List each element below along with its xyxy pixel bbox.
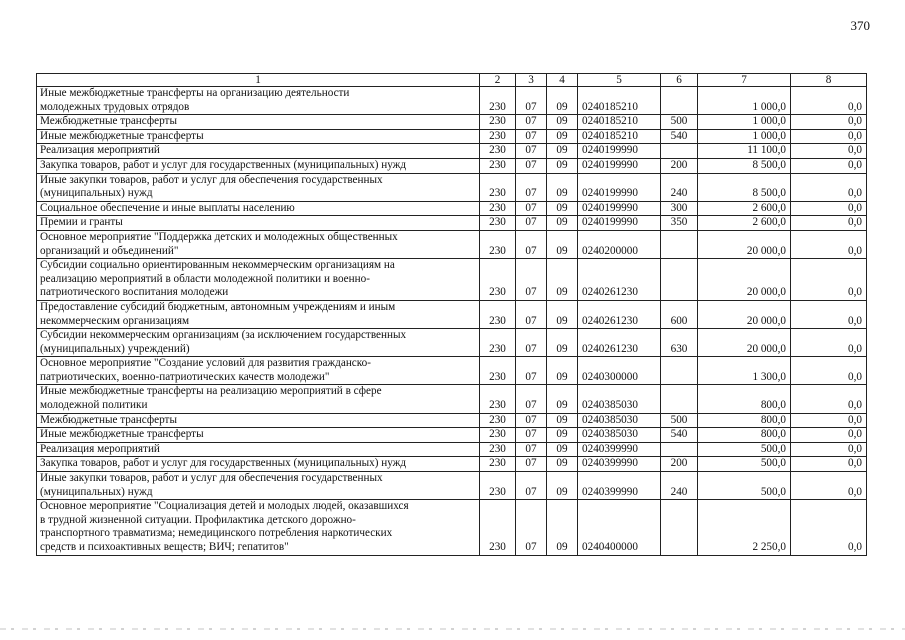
row-name-cell: Межбюджетные трансферты [37, 413, 480, 428]
expense-type-cell [661, 357, 698, 385]
amount-second-cell: 0,0 [791, 300, 867, 328]
column-header: 5 [578, 74, 661, 87]
budget-table [36, 73, 867, 556]
ministry-code-cell: 230 [480, 87, 516, 115]
row-name-cell: Закупка товаров, работ и услуг для государственных (муниципальных) нужд [37, 457, 480, 472]
subsection-code-cell: 09 [547, 329, 578, 357]
amount-cell: 2 250,0 [698, 500, 791, 555]
table-row [37, 428, 867, 443]
subsection-code-cell: 09 [547, 428, 578, 443]
ministry-code-cell: 230 [480, 329, 516, 357]
target-article-cell: 0240199990 [578, 158, 661, 173]
expense-type-cell [661, 87, 698, 115]
target-article-cell: 0240199990 [578, 201, 661, 216]
column-header: 1 [37, 74, 480, 87]
amount-second-cell: 0,0 [791, 428, 867, 443]
subsection-code-cell: 09 [547, 129, 578, 144]
amount-cell: 1 000,0 [698, 115, 791, 130]
section-code-cell: 07 [516, 129, 547, 144]
amount-second-cell: 0,0 [791, 87, 867, 115]
amount-second-cell: 0,0 [791, 115, 867, 130]
row-name-cell: Реализация мероприятий [37, 144, 480, 159]
section-code-cell: 07 [516, 413, 547, 428]
page-number: 370 [850, 18, 870, 33]
table-row [37, 259, 867, 301]
target-article-cell: 0240185210 [578, 129, 661, 144]
target-article-cell: 0240300000 [578, 357, 661, 385]
target-article-cell: 0240385030 [578, 385, 661, 413]
amount-second-cell: 0,0 [791, 457, 867, 472]
section-code-cell: 07 [516, 230, 547, 258]
section-code-cell: 07 [516, 385, 547, 413]
subsection-code-cell: 09 [547, 357, 578, 385]
table-row [37, 357, 867, 385]
column-header: 3 [516, 74, 547, 87]
amount-cell: 8 500,0 [698, 158, 791, 173]
amount-second-cell: 0,0 [791, 442, 867, 457]
row-name-cell: Иные закупки товаров, работ и услуг для обеспечения государственных (муниципальных) нужд [37, 472, 480, 500]
target-article-cell: 0240385030 [578, 413, 661, 428]
section-code-cell: 07 [516, 115, 547, 130]
ministry-code-cell: 230 [480, 129, 516, 144]
expense-type-cell: 200 [661, 158, 698, 173]
subsection-code-cell: 09 [547, 144, 578, 159]
expense-type-cell [661, 385, 698, 413]
section-code-cell: 07 [516, 158, 547, 173]
table-row [37, 300, 867, 328]
ministry-code-cell: 230 [480, 500, 516, 555]
amount-cell: 800,0 [698, 428, 791, 443]
table-row [37, 385, 867, 413]
subsection-code-cell: 09 [547, 300, 578, 328]
section-code-cell: 07 [516, 144, 547, 159]
subsection-code-cell: 09 [547, 442, 578, 457]
section-code-cell: 07 [516, 500, 547, 555]
ministry-code-cell: 230 [480, 300, 516, 328]
expense-type-cell: 540 [661, 129, 698, 144]
table-row [37, 115, 867, 130]
target-article-cell: 0240385030 [578, 428, 661, 443]
amount-second-cell: 0,0 [791, 129, 867, 144]
table-row [37, 173, 867, 201]
row-name-cell: Субсидии социально ориентированным некоммерческим организациям на реализацию мероприятий в области молодежной политики и военно- патриотического воспитания молодежи [37, 259, 480, 301]
table-row [37, 500, 867, 555]
amount-second-cell: 0,0 [791, 385, 867, 413]
table-row [37, 158, 867, 173]
expense-type-cell: 540 [661, 428, 698, 443]
column-header: 7 [698, 74, 791, 87]
subsection-code-cell: 09 [547, 115, 578, 130]
amount-cell: 500,0 [698, 457, 791, 472]
section-code-cell: 07 [516, 87, 547, 115]
section-code-cell: 07 [516, 259, 547, 301]
ministry-code-cell: 230 [480, 385, 516, 413]
section-code-cell: 07 [516, 216, 547, 231]
scan-artifact-line [0, 628, 905, 630]
subsection-code-cell: 09 [547, 230, 578, 258]
table-row [37, 144, 867, 159]
subsection-code-cell: 09 [547, 413, 578, 428]
expense-type-cell: 200 [661, 457, 698, 472]
amount-second-cell: 0,0 [791, 144, 867, 159]
section-code-cell: 07 [516, 457, 547, 472]
table-body [37, 87, 867, 556]
subsection-code-cell: 09 [547, 259, 578, 301]
ministry-code-cell: 230 [480, 201, 516, 216]
row-name-cell: Иные межбюджетные трансферты [37, 428, 480, 443]
amount-second-cell: 0,0 [791, 500, 867, 555]
ministry-code-cell: 230 [480, 144, 516, 159]
ministry-code-cell: 230 [480, 357, 516, 385]
amount-cell: 2 600,0 [698, 201, 791, 216]
section-code-cell: 07 [516, 357, 547, 385]
table-row [37, 457, 867, 472]
subsection-code-cell: 09 [547, 457, 578, 472]
target-article-cell: 0240185210 [578, 115, 661, 130]
amount-second-cell: 0,0 [791, 357, 867, 385]
table-row [37, 413, 867, 428]
expense-type-cell: 240 [661, 173, 698, 201]
amount-cell: 20 000,0 [698, 300, 791, 328]
subsection-code-cell: 09 [547, 201, 578, 216]
amount-cell: 1 300,0 [698, 357, 791, 385]
subsection-code-cell: 09 [547, 216, 578, 231]
row-name-cell: Иные закупки товаров, работ и услуг для обеспечения государственных (муниципальных) нужд [37, 173, 480, 201]
ministry-code-cell: 230 [480, 428, 516, 443]
amount-cell: 1 000,0 [698, 129, 791, 144]
amount-second-cell: 0,0 [791, 158, 867, 173]
target-article-cell: 0240200000 [578, 230, 661, 258]
table-row [37, 201, 867, 216]
expense-type-cell [661, 144, 698, 159]
table-row [37, 129, 867, 144]
subsection-code-cell: 09 [547, 87, 578, 115]
ministry-code-cell: 230 [480, 472, 516, 500]
row-name-cell: Иные межбюджетные трансферты на организацию деятельности молодежных трудовых отрядов [37, 87, 480, 115]
amount-second-cell: 0,0 [791, 201, 867, 216]
amount-cell: 2 600,0 [698, 216, 791, 231]
row-name-cell: Премии и гранты [37, 216, 480, 231]
row-name-cell: Предоставление субсидий бюджетным, автономным учреждениям и иным некоммерческим организациям [37, 300, 480, 328]
expense-type-cell [661, 259, 698, 301]
ministry-code-cell: 230 [480, 115, 516, 130]
row-name-cell: Межбюджетные трансферты [37, 115, 480, 130]
amount-cell: 8 500,0 [698, 173, 791, 201]
amount-second-cell: 0,0 [791, 329, 867, 357]
column-header: 6 [661, 74, 698, 87]
ministry-code-cell: 230 [480, 259, 516, 301]
column-header: 2 [480, 74, 516, 87]
ministry-code-cell: 230 [480, 230, 516, 258]
subsection-code-cell: 09 [547, 173, 578, 201]
amount-cell: 500,0 [698, 442, 791, 457]
subsection-code-cell: 09 [547, 500, 578, 555]
expense-type-cell [661, 442, 698, 457]
amount-cell: 20 000,0 [698, 329, 791, 357]
column-header: 4 [547, 74, 578, 87]
expense-type-cell [661, 500, 698, 555]
amount-cell: 11 100,0 [698, 144, 791, 159]
section-code-cell: 07 [516, 472, 547, 500]
ministry-code-cell: 230 [480, 413, 516, 428]
table-header-row [37, 74, 867, 87]
expense-type-cell: 350 [661, 216, 698, 231]
section-code-cell: 07 [516, 442, 547, 457]
target-article-cell: 0240399990 [578, 457, 661, 472]
amount-cell: 800,0 [698, 385, 791, 413]
subsection-code-cell: 09 [547, 385, 578, 413]
target-article-cell: 0240399990 [578, 472, 661, 500]
target-article-cell: 0240185210 [578, 87, 661, 115]
ministry-code-cell: 230 [480, 158, 516, 173]
target-article-cell: 0240199990 [578, 144, 661, 159]
subsection-code-cell: 09 [547, 472, 578, 500]
target-article-cell: 0240261230 [578, 329, 661, 357]
expense-type-cell: 300 [661, 201, 698, 216]
row-name-cell: Закупка товаров, работ и услуг для государственных (муниципальных) нужд [37, 158, 480, 173]
row-name-cell: Субсидии некоммерческим организациям (за исключением государственных (муниципальных) учреждений) [37, 329, 480, 357]
ministry-code-cell: 230 [480, 457, 516, 472]
row-name-cell: Реализация мероприятий [37, 442, 480, 457]
table-row [37, 87, 867, 115]
column-header: 8 [791, 74, 867, 87]
table-row [37, 472, 867, 500]
target-article-cell: 0240199990 [578, 173, 661, 201]
expense-type-cell: 600 [661, 300, 698, 328]
ministry-code-cell: 230 [480, 173, 516, 201]
row-name-cell: Основное мероприятие "Социализация детей и молодых людей, оказавшихся в трудной жизненной ситуации. Профилактика детского дорожно- транспортного травматизма; немедицинского потребления наркотических средств и психоактивных веществ; ВИЧ; гепатитов" [37, 500, 480, 555]
section-code-cell: 07 [516, 201, 547, 216]
amount-second-cell: 0,0 [791, 216, 867, 231]
table-row [37, 216, 867, 231]
ministry-code-cell: 230 [480, 216, 516, 231]
target-article-cell: 0240199990 [578, 216, 661, 231]
row-name-cell: Основное мероприятие "Поддержка детских и молодежных общественных организаций и объединений" [37, 230, 480, 258]
table-row [37, 329, 867, 357]
table-row [37, 230, 867, 258]
expense-type-cell: 240 [661, 472, 698, 500]
row-name-cell: Иные межбюджетные трансферты [37, 129, 480, 144]
table-row [37, 442, 867, 457]
amount-cell: 20 000,0 [698, 230, 791, 258]
target-article-cell: 0240400000 [578, 500, 661, 555]
row-name-cell: Социальное обеспечение и иные выплаты населению [37, 201, 480, 216]
target-article-cell: 0240261230 [578, 259, 661, 301]
row-name-cell: Основное мероприятие "Создание условий для развития гражданско- патриотических, военно-патриотических качеств молодежи" [37, 357, 480, 385]
row-name-cell: Иные межбюджетные трансферты на реализацию мероприятий в сфере молодежной политики [37, 385, 480, 413]
amount-second-cell: 0,0 [791, 413, 867, 428]
target-article-cell: 0240399990 [578, 442, 661, 457]
amount-second-cell: 0,0 [791, 259, 867, 301]
amount-second-cell: 0,0 [791, 173, 867, 201]
ministry-code-cell: 230 [480, 442, 516, 457]
expense-type-cell: 500 [661, 115, 698, 130]
section-code-cell: 07 [516, 428, 547, 443]
amount-cell: 20 000,0 [698, 259, 791, 301]
section-code-cell: 07 [516, 329, 547, 357]
expense-type-cell: 630 [661, 329, 698, 357]
expense-type-cell [661, 230, 698, 258]
expense-type-cell: 500 [661, 413, 698, 428]
target-article-cell: 0240261230 [578, 300, 661, 328]
amount-cell: 1 000,0 [698, 87, 791, 115]
amount-cell: 500,0 [698, 472, 791, 500]
amount-cell: 800,0 [698, 413, 791, 428]
amount-second-cell: 0,0 [791, 230, 867, 258]
amount-second-cell: 0,0 [791, 472, 867, 500]
subsection-code-cell: 09 [547, 158, 578, 173]
section-code-cell: 07 [516, 173, 547, 201]
section-code-cell: 07 [516, 300, 547, 328]
